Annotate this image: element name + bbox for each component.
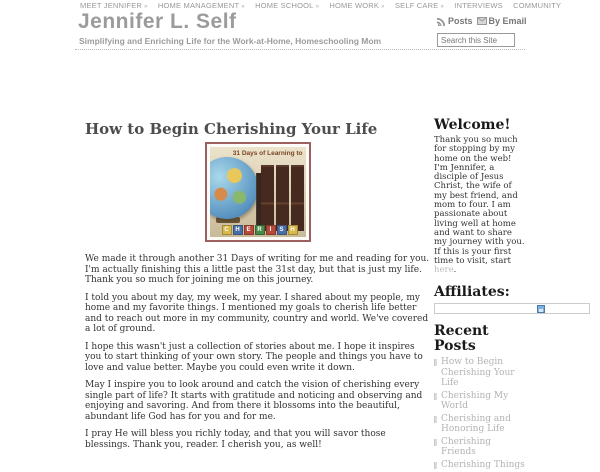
affiliates-section bbox=[434, 285, 527, 314]
book-icon bbox=[276, 165, 289, 231]
recent-post-link[interactable]: Cherishing Friends bbox=[441, 436, 492, 458]
nav-item-meet-jennifer[interactable]: MEET JENNIFER » bbox=[80, 1, 148, 10]
welcome-text-body: Thank you so much for stopping by my home on the web! I'm Jennifer, a disciple of Jesus Christ, the wife of my best friend, and mom to four. I am passionate about living well at home and want to share my journey with you. If this is your first time to visit, start bbox=[434, 135, 525, 266]
sidebar bbox=[434, 118, 527, 472]
dropdown-marker-icon: » bbox=[315, 4, 320, 10]
nav-item-home-school[interactable]: HOME SCHOOL » bbox=[255, 1, 320, 10]
recent-post-item bbox=[434, 437, 527, 458]
nav-item-home-work[interactable]: HOME WORK » bbox=[329, 1, 385, 10]
letter-blocks bbox=[222, 225, 298, 235]
nav-item-home-management[interactable]: HOME MANAGEMENT » bbox=[157, 1, 245, 10]
book-icon bbox=[261, 165, 274, 231]
recent-posts-list bbox=[434, 357, 527, 470]
nav-item-self-care[interactable]: SELF CARE » bbox=[394, 1, 444, 10]
bullet-icon bbox=[434, 359, 437, 366]
post-paragraph: May I inspire you to look around and catch the vision of cherishing every single part of life? It starts with gratitude and noticing and observing and enjoying and savoring. And from there it blossoms into the beautiful, abundant life God has for you and for me. bbox=[85, 380, 423, 422]
post-image-caption: 31 Days of Learning to bbox=[232, 150, 303, 157]
letter-block: C bbox=[222, 225, 232, 235]
letter-block: I bbox=[266, 225, 276, 235]
broken-image-icon bbox=[537, 305, 545, 313]
dropdown-marker-icon: » bbox=[144, 4, 148, 10]
letter-block: R bbox=[255, 225, 265, 235]
subscribe-email-link[interactable]: By Email bbox=[477, 16, 527, 26]
post-title[interactable]: How to Begin Cherishing Your Life bbox=[85, 120, 378, 138]
letter-block: H bbox=[288, 225, 298, 235]
books-row bbox=[261, 165, 304, 231]
letter-block: S bbox=[277, 225, 287, 235]
post-body bbox=[85, 254, 430, 450]
post-paragraph: I pray He will bless you richly today, and that you will savor those blessings. Thank you, reader. I cherish you, as well! bbox=[85, 429, 386, 450]
welcome-heading: Welcome! bbox=[434, 117, 511, 133]
nav-item-interviews[interactable]: INTERVIEWS bbox=[454, 1, 503, 10]
post-paragraph: I hope this wasn't just a collection of stories about me. I hope it inspires you to start thinking of your own story. The people and things you have to love and value better. Maybe you could even write it down. bbox=[85, 341, 423, 373]
recent-post-item bbox=[434, 460, 527, 471]
dropdown-marker-icon: » bbox=[381, 4, 385, 10]
welcome-text bbox=[434, 136, 527, 275]
recent-post-link[interactable]: Cherishing and Honoring Life bbox=[441, 413, 511, 435]
email-icon bbox=[477, 17, 487, 25]
letter-block: H bbox=[233, 225, 243, 235]
recent-post-item bbox=[434, 357, 527, 389]
recent-post-item bbox=[434, 414, 527, 435]
bullet-icon bbox=[434, 462, 437, 469]
post-image bbox=[205, 142, 311, 242]
header-divider bbox=[75, 49, 525, 50]
subscribe-links bbox=[437, 16, 527, 26]
start-here-link[interactable]: here bbox=[434, 265, 454, 276]
book-icon bbox=[291, 165, 304, 231]
site-tagline: Simplifying and Enriching Life for the Work-at-Home, Homeschooling Mom bbox=[79, 36, 382, 46]
post-paragraph: We made it through another 31 Days of writing for me and reading for you. I'm actually finishing this a little past the 31st day, but that is just my life. Thank you so much for joining me on this journey. bbox=[85, 254, 430, 285]
search-input[interactable] bbox=[437, 33, 515, 47]
letter-block: E bbox=[244, 225, 254, 235]
bullet-icon bbox=[434, 416, 437, 423]
recent-post-item bbox=[434, 391, 527, 412]
bullet-icon bbox=[434, 439, 437, 446]
affiliate-banner[interactable] bbox=[434, 303, 590, 314]
site-title[interactable]: Jennifer L. Self bbox=[78, 10, 237, 33]
subscribe-posts-link[interactable]: Posts bbox=[437, 16, 473, 26]
recent-post-link[interactable]: Cherishing My World bbox=[441, 390, 509, 412]
nav-item-community[interactable]: COMMUNITY bbox=[513, 1, 562, 10]
rss-icon bbox=[437, 17, 446, 26]
dropdown-marker-icon: » bbox=[440, 4, 444, 10]
globe-icon bbox=[210, 157, 258, 219]
post-paragraph: I told you about my day, my week, my year. I shared about my people, my home and my favorite things. I mentioned my goals to cherish life better and to reach out more in my community, country and world. We've covered a lot of ground. bbox=[85, 292, 429, 334]
main-content bbox=[85, 120, 430, 457]
post-image-scene bbox=[210, 147, 306, 237]
welcome-text-end: . bbox=[453, 265, 457, 276]
recent-post-link[interactable]: How to Begin Cherishing Your Life bbox=[441, 357, 515, 389]
top-navigation bbox=[80, 1, 562, 10]
recent-posts-heading: Recent Posts bbox=[434, 323, 489, 355]
recent-post-link[interactable]: Cherishing Things bbox=[441, 459, 525, 470]
affiliates-heading: Affiliates: bbox=[434, 284, 510, 301]
bullet-icon bbox=[434, 393, 437, 400]
dropdown-marker-icon: » bbox=[241, 4, 245, 10]
